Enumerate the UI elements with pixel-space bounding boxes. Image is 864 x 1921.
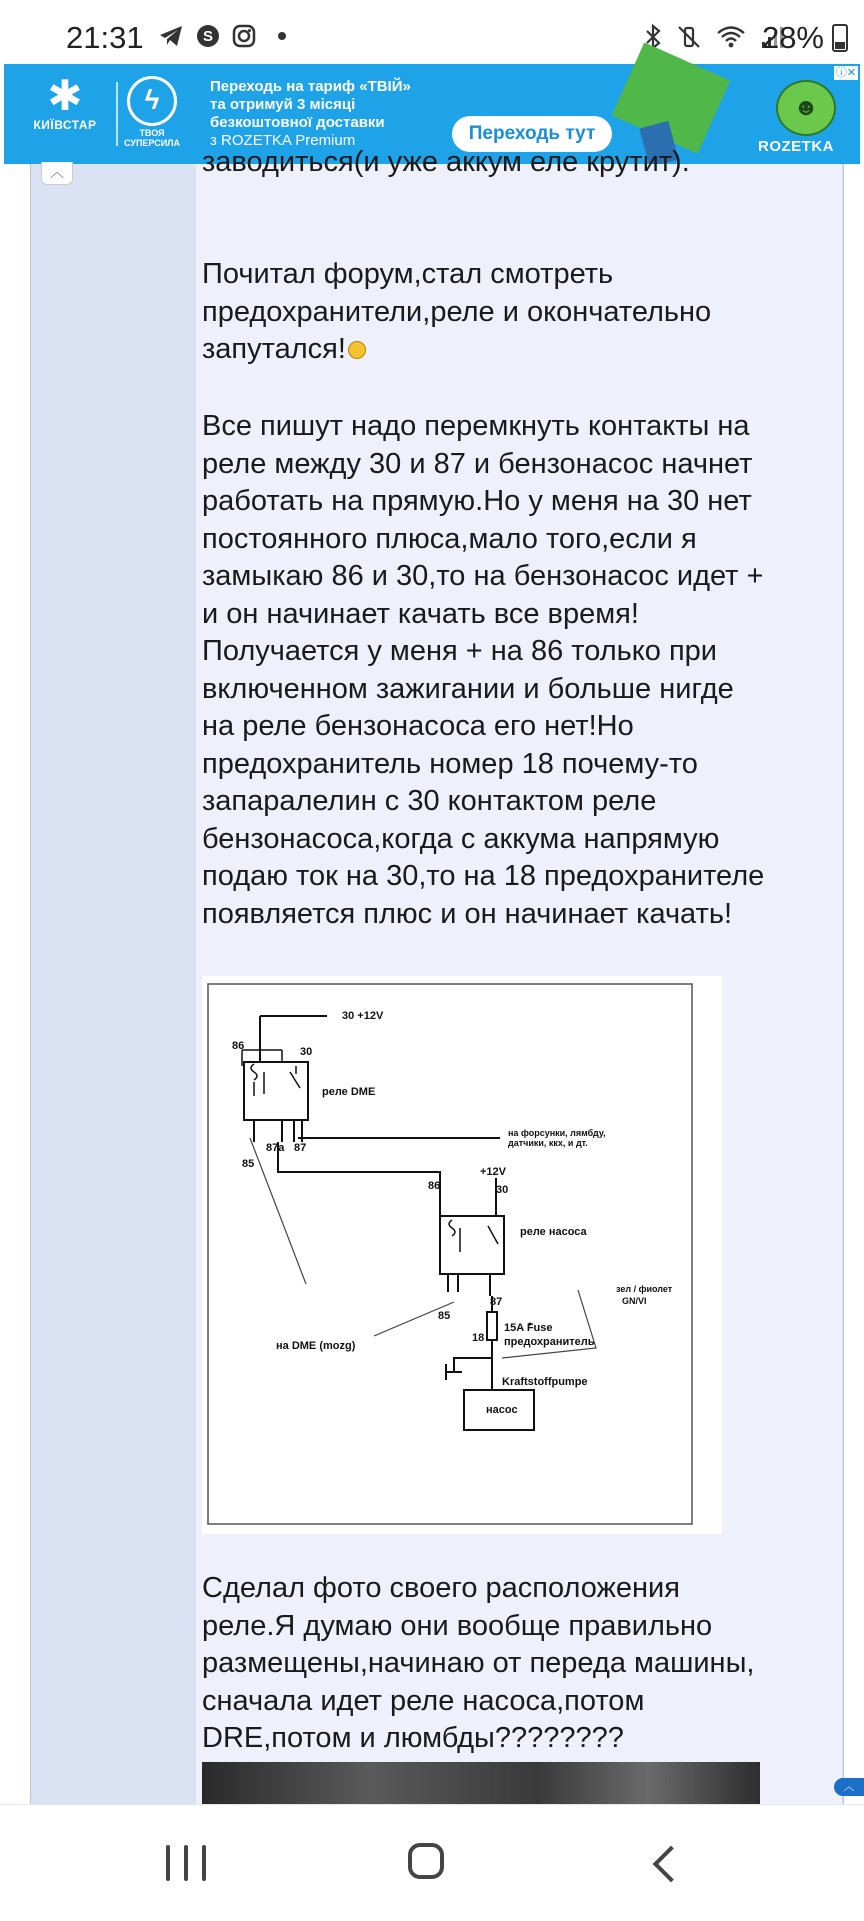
diagram-label: 87a (266, 1142, 285, 1154)
status-time: 21:31 (66, 20, 144, 55)
diagram-label: реле насоса (520, 1226, 587, 1238)
instagram-icon (232, 24, 256, 48)
diagram-label: предохранитель (504, 1336, 595, 1348)
rozetka-smile-icon: ☻ (776, 80, 836, 136)
post-paragraph: заводиться(и уже аккум еле крутит). (202, 146, 690, 178)
kyivstar-brand: КИЇВСТАР (33, 118, 97, 132)
skype-icon (196, 24, 220, 48)
telegram-icon (158, 24, 184, 48)
diagram-label: реле DME (322, 1086, 376, 1098)
dot-icon (268, 24, 292, 48)
diagram-label: 30 +12V (342, 1010, 384, 1022)
scroll-up-icon[interactable]: ︿ (834, 1778, 864, 1796)
diagram-label: 18 (472, 1332, 485, 1344)
diagram-label: 15A Fuse (504, 1322, 553, 1334)
diagram-label: 30 (300, 1046, 313, 1058)
ad-cta-button[interactable]: Переходь тут (452, 116, 612, 152)
lightning-icon: ϟ (127, 76, 177, 126)
diagram-label: насос (486, 1404, 518, 1416)
mute-icon (676, 24, 702, 50)
wiring-diagram-image[interactable] (202, 976, 722, 1534)
ad-close-icon[interactable]: ⓘ✕ (835, 67, 857, 79)
system-navigation-bar (0, 1804, 864, 1921)
diagram-label: 85 (242, 1158, 255, 1170)
ad-line-3: безкоштовної доставки (210, 114, 385, 131)
back-icon[interactable] (653, 1846, 690, 1883)
post-paragraph-text: Почитал форум,стал смотреть предохранители,реле и окончательно запутался! (202, 258, 712, 365)
ad-line-1: Переходь на тариф «ТВІЙ» (210, 78, 411, 95)
superpower-text: ТВОЯ СУПЕРСИЛА (123, 128, 180, 148)
diagram-label: GN/VI (622, 1296, 647, 1306)
diagram-label: на форсунки, лямбду, (508, 1128, 606, 1138)
status-notification-icons (158, 24, 292, 48)
kyivstar-logo (20, 74, 110, 156)
diagram-label: зел / фиолет (616, 1284, 673, 1294)
ad-line-2: та отримуй 3 місяці (210, 96, 356, 113)
diagram-label: 86 (232, 1040, 245, 1052)
ad-divider (116, 82, 118, 146)
wifi-icon (716, 24, 746, 50)
battery-icon (832, 24, 848, 52)
home-icon[interactable] (408, 1843, 444, 1879)
recent-apps-icon[interactable] (166, 1845, 206, 1881)
ad-copy (210, 78, 450, 150)
diagram-label: 87 (294, 1142, 307, 1154)
diagram-label: 86 (428, 1180, 441, 1192)
battery-percent: 28% (761, 20, 824, 55)
post-paragraph: Сделал фото своего расположения реле.Я думаю они вообще правильно размещены,начинаю от переда машины, сначала идет реле насоса,потом DRE,потом и люмбды???????? (202, 1572, 755, 1754)
diagram-label: на DME (mozg) (276, 1340, 356, 1352)
rozetka-brand: ROZETKA (758, 138, 834, 155)
emoji-icon (348, 341, 366, 359)
status-bar (0, 0, 864, 64)
diagram-label: Kraftstoffpumpe (502, 1376, 588, 1388)
ad-line-4: з ROZETKA Premium (210, 132, 356, 149)
diagram-label: +12V (480, 1166, 506, 1178)
wiring-diagram-lines (202, 976, 722, 1534)
chevron-up-icon[interactable]: ︿ (41, 162, 73, 185)
post-paragraph: Все пишут надо перемкнуть контакты на реле между 30 и 87 и бензонасос начнет работать на прямую.Но у меня на 30 нет постоянного плюса,мало того,если я замыкаю 86 и 30,то на бензонасос идет + и он начинает качать все время! Получается у меня + на 86 только при включенном зажигании и больше нигде на реле бензонасоса его нет!Но предохранитель номер 18 почему-то запаралелин с 30 контактом реле бензонасоса,когда с аккума напрямую подаю ток на 30,то на 18 предохранителе появляется плюс и он начинает качать! (202, 410, 765, 930)
diagram-label: датчики, ккх, и дт. (508, 1138, 588, 1148)
post-paragraph-with-emoji (202, 256, 842, 369)
svg-text:S: S (202, 28, 214, 45)
relay-photo-image[interactable] (202, 1762, 760, 1804)
kyivstar-star-icon: ✱ (47, 72, 83, 119)
diagram-label: 85 (438, 1310, 451, 1322)
diagram-label: 30 (496, 1184, 509, 1196)
superpower-badge (122, 76, 182, 156)
diagram-label: 87 (490, 1296, 503, 1308)
